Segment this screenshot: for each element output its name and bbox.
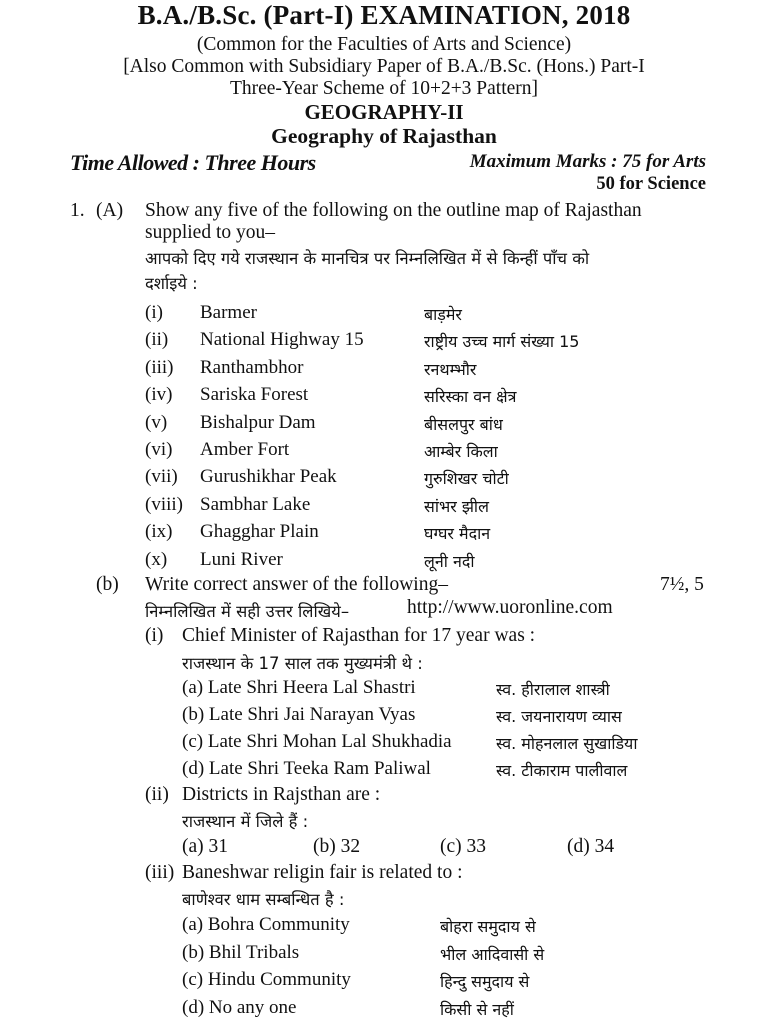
map-item-number: (vi) — [145, 439, 173, 460]
subq-3-text-en: Baneshwar religin fair is related to : — [182, 862, 463, 883]
map-item-number: (ix) — [145, 521, 173, 543]
subq-3-option-hindi: बोहरा समुदाय से — [440, 917, 536, 936]
map-item-number: (iii) — [145, 356, 174, 378]
subq-2-option-d: (d) 34 — [567, 836, 615, 857]
source-url: http://www.uoronline.com — [407, 597, 613, 618]
map-item-english: Ghagghar Plain — [200, 521, 319, 543]
time-allowed: Time Allowed : Three Hours — [70, 150, 316, 175]
subsidiary-note: [Also Common with Subsidiary Paper of B.A./B.Sc. (Hons.) Part-I — [123, 56, 645, 77]
map-item-hindi: बाड़मेर — [424, 305, 462, 324]
map-item-english: Sariska Forest — [200, 384, 309, 406]
subq-3-option-hindi: किसी से नहीं — [440, 999, 514, 1019]
question-a-text-hi-2: दर्शाइये : — [145, 274, 198, 293]
subq-2-number: (ii) — [145, 784, 169, 805]
map-item-english: Gurushikhar Peak — [200, 466, 337, 488]
subq-1-option-english: (a) Late Shri Heera Lal Shastri — [182, 677, 416, 698]
subq-1-text-hi: राजस्थान के 17 साल तक मुख्यमंत्री थे : — [182, 654, 423, 673]
common-faculties-note: (Common for the Faculties of Arts and Science) — [196, 34, 572, 55]
subq-1-option-english: (b) Late Shri Jai Narayan Vyas — [182, 704, 416, 725]
map-item-english: Bishalpur Dam — [200, 411, 316, 433]
subq-2-option-c: (c) 33 — [440, 836, 487, 857]
subq-1-option-english: (d) Late Shri Teeka Ram Paliwal — [182, 758, 431, 779]
subq-3-text-hi: बाणेश्वर धाम सम्बन्धित है : — [182, 890, 345, 909]
exam-title: B.A./B.Sc. (Part-I) EXAMINATION, 2018 — [137, 0, 631, 30]
map-item-english: Ranthambhor — [200, 356, 304, 378]
subq-1-option-hindi: स्व. जयनारायण व्यास — [496, 707, 622, 726]
map-item-hindi: घग्घर मैदान — [424, 524, 491, 544]
question-a-text-hi-1: आपको दिए गये राजस्थान के मानचित्र पर निम्नलिखित में से किन्हीं पाँच को — [145, 249, 590, 268]
subq-3-option-english: (c) Hindu Community — [182, 969, 351, 990]
map-item-english: Barmer — [200, 302, 257, 323]
scheme-note: Three-Year Scheme of 10+2+3 Pattern] — [229, 78, 539, 99]
map-item-number: (viii) — [145, 493, 183, 515]
paper-name: GEOGRAPHY-II — [304, 100, 464, 124]
question-a-text-en-1: Show any five of the following on the outline map of Rajasthan — [145, 200, 642, 221]
map-item-number: (iv) — [145, 384, 173, 406]
subq-3-option-hindi: भील आदिवासी से — [440, 944, 545, 964]
map-item-hindi: रनथम्भौर — [424, 359, 477, 379]
map-item-hindi: सरिस्का वन क्षेत्र — [424, 387, 517, 407]
question-b-text-en: Write correct answer of the following– — [145, 574, 448, 595]
question-b-marks: 7½, 5 — [660, 574, 704, 595]
question-part-a: (A) — [96, 200, 124, 221]
map-item-hindi: सांभर झील — [424, 496, 489, 516]
map-item-english: National Highway 15 — [200, 329, 364, 351]
map-item-number: (v) — [145, 411, 168, 433]
map-item-hindi: बीसलपुर बांध — [424, 414, 503, 434]
subq-3-number: (iii) — [145, 862, 175, 883]
question-number: 1. — [70, 200, 85, 221]
science-marks: 50 for Science — [596, 174, 706, 194]
map-item-hindi: लूनी नदी — [424, 551, 475, 571]
subject-name: Geography of Rajasthan — [271, 124, 497, 148]
map-item-number: (i) — [145, 302, 163, 323]
subq-1-option-hindi: स्व. मोहनलाल सुखाडिया — [496, 734, 638, 753]
subq-2-option-b: (b) 32 — [313, 836, 361, 857]
subq-2-option-a: (a) 31 — [182, 836, 229, 857]
map-item-hindi: आम्बेर किला — [424, 442, 498, 461]
subq-1-option-hindi: स्व. टीकाराम पालीवाल — [496, 761, 628, 780]
subq-2-text-en: Districts in Rajsthan are : — [182, 784, 381, 805]
subq-1-number: (i) — [145, 625, 164, 646]
map-item-english: Luni River — [200, 548, 283, 570]
map-item-number: (ii) — [145, 329, 169, 351]
subq-1-text-en: Chief Minister of Rajasthan for 17 year was : — [182, 625, 536, 646]
map-item-number: (x) — [145, 548, 168, 570]
map-item-number: (vii) — [145, 466, 178, 488]
subq-1-option-hindi: स्व. हीरालाल शास्त्री — [496, 680, 610, 699]
maximum-marks: Maximum Marks : 75 for Arts — [469, 151, 706, 172]
subq-1-option-english: (c) Late Shri Mohan Lal Shukhadia — [182, 731, 452, 752]
question-b-text-hi: निम्नलिखित में सही उत्तर लिखिये– — [145, 602, 350, 621]
subq-2-text-hi: राजस्थान में जिले हैं : — [182, 812, 309, 831]
question-part-b: (b) — [96, 574, 119, 595]
map-item-hindi: गुरुशिखर चोटी — [424, 469, 509, 489]
map-item-english: Sambhar Lake — [200, 493, 311, 515]
subq-3-option-english: (b) Bhil Tribals — [182, 941, 300, 963]
question-a-text-en-2: supplied to you– — [145, 222, 275, 243]
map-item-hindi: राष्ट्रीय उच्च मार्ग संख्या 15 — [424, 332, 580, 352]
subq-3-option-hindi: हिन्दु समुदाय से — [440, 972, 530, 991]
subq-3-option-english: (a) Bohra Community — [182, 914, 350, 935]
subq-3-option-english: (d) No any one — [182, 996, 297, 1018]
map-item-english: Amber Fort — [200, 439, 290, 460]
